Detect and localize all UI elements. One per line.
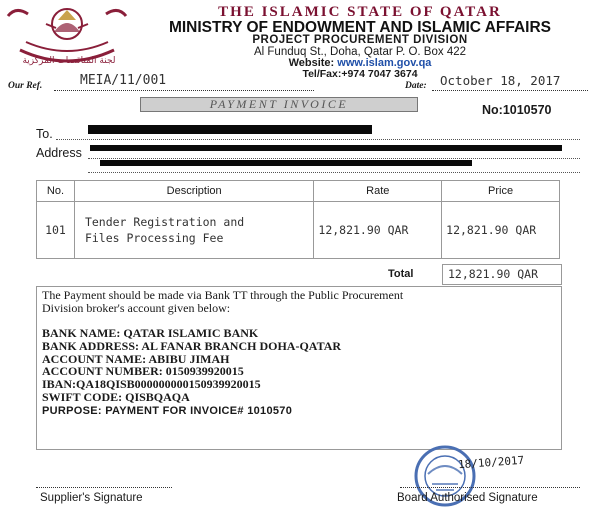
header-price: Price [442,181,560,202]
account-name: ACCOUNT NAME: ABIBU JIMAH [42,351,230,366]
payment-intro-line-1: The Payment should be made via Bank TT through the Public Procurement [42,288,404,302]
invoice-title: PAYMENT INVOICE [209,97,349,111]
bank-address: BANK ADDRESS: AL FANAR BRANCH DOHA-QATAR [42,338,342,353]
header-no: No. [37,181,75,202]
address-dotted-line-2 [88,172,580,173]
total-label: Total [388,268,414,280]
date-dotted-line [432,90,588,91]
item-description-line-2: Files Processing Fee [84,231,224,245]
logo-caption: لجنة المناقصات المركزية [22,56,116,66]
state-title: THE ISLAMIC STATE OF QATAR [218,4,502,20]
recipient-redaction [88,125,372,134]
payment-intro [42,289,542,315]
invoice-number: No:1010570 [482,103,552,117]
item-rate: 12,821.90 QAR [314,202,442,259]
address-redaction-1 [90,145,562,151]
to-label: To. [36,127,53,141]
item-price: 12,821.90 QAR [442,202,560,259]
table-header-row [37,181,560,202]
item-description-line-1: Tender Registration and [84,215,245,229]
website-label: Website: [288,57,335,69]
telfax-line: Tel/Fax:+974 7047 3674 [302,68,418,80]
ref-dotted-line [54,90,314,91]
board-signature-label: Board Authorised Signature [397,492,538,504]
supplier-signature-label: Supplier's Signature [40,492,143,504]
item-no: 101 [37,202,75,259]
to-dotted-line [56,139,580,140]
address-redaction-2 [100,160,472,166]
bank-name: BANK NAME: QATAR ISLAMIC BANK [42,326,259,340]
invoice-title-banner [140,97,418,112]
ministry-title: MINISTRY OF ENDOWMENT AND ISLAMIC AFFAIRS [168,19,552,36]
board-signature-line [400,487,580,488]
date-value: October 18, 2017 [440,73,561,88]
qatar-emblem-logo [6,2,128,64]
total-value: 12,821.90 QAR [448,267,539,281]
invoice-items-table [36,180,560,259]
address-dotted-line-1 [88,158,580,159]
ref-value: MEIA/11/001 [80,73,167,88]
stamp-date: 18/10/2017 [457,453,525,472]
item-description [74,202,313,259]
header-rate: Rate [314,181,442,202]
swift-code: SWIFT CODE: QISBQAQA [42,389,190,404]
address-label: Address [36,146,82,160]
ref-label: Our Ref. [8,81,43,91]
account-number: ACCOUNT NUMBER: 0150939920015 [42,364,244,379]
supplier-signature-line [36,487,172,488]
bank-details [42,327,341,404]
date-label: Date: [405,81,427,91]
table-row [37,202,560,259]
payment-purpose: PURPOSE: PAYMENT FOR INVOICE# 1010570 [42,405,293,417]
division-title: PROJECT PROCUREMENT DIVISION [252,34,468,46]
payment-intro-line-2: Division broker's account given below: [42,301,231,315]
letterhead-address: Al Funduq St., Doha, Qatar P. O. Box 422 [253,46,467,58]
website-link[interactable]: www.islam.gov.qa [337,57,432,69]
iban: IBAN:QA18QISB000000000150939920015 [42,377,261,392]
header-description: Description [74,181,313,202]
